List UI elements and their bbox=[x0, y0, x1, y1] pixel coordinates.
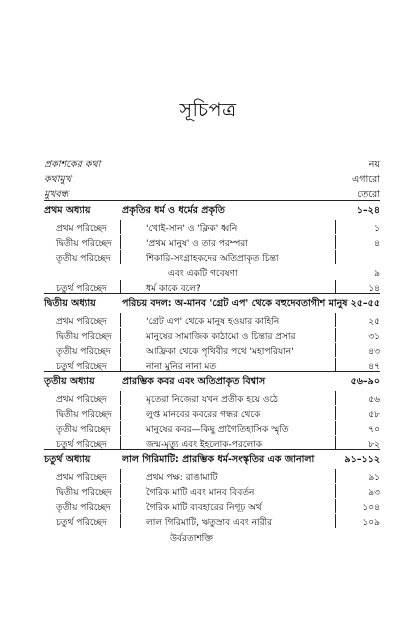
section-label: দ্বিতীয় পরিচ্ছেদ bbox=[56, 488, 112, 498]
section-title: মৃতেরা নিজেরা যখন প্রতীক হয়ে ওঠে bbox=[146, 395, 278, 405]
section-title-continued: উর্বরতাশক্তি bbox=[170, 534, 213, 544]
chapter-page-range: ৯১–১১২ bbox=[344, 454, 380, 465]
section-page: ৫৬ bbox=[368, 395, 380, 405]
front-matter-item bbox=[44, 158, 380, 173]
front-matter-item bbox=[44, 173, 380, 188]
front-matter-page: নয় bbox=[368, 159, 380, 170]
section-title: মানুষের সামাজিক কাঠামো ও চিন্তার প্রসার bbox=[146, 332, 296, 342]
divider bbox=[44, 371, 380, 372]
section-label: চতুর্থ পরিচ্ছেদ bbox=[56, 440, 107, 450]
section-title: নানা মুনির নানা মত bbox=[146, 362, 217, 372]
section-title: লাল গিরিমাটি, ঋতুস্রাব এবং নারীর bbox=[146, 518, 273, 528]
section-label: তৃতীয় পরিচ্ছেদ bbox=[56, 425, 111, 435]
section-title: জন্ম-মৃত্যু এবং ইহলোক-পরলোক bbox=[146, 440, 263, 450]
section-page: ১০৯ bbox=[362, 518, 380, 528]
section-title: শিকারি-সংগ্রাহকদের অতিপ্রাকৃত চিন্তা bbox=[146, 254, 279, 264]
section-label: দ্বিতীয় পরিচ্ছেদ bbox=[56, 410, 112, 420]
front-matter-label: মুখবন্ধ bbox=[44, 189, 69, 200]
chapter-title: লাল গিরিমাটি: প্রারম্ভিক ধর্ম-সংস্কৃতির এক জানালা bbox=[122, 454, 315, 465]
chapter-number: চতুর্থ অধ্যায় bbox=[44, 454, 91, 465]
section-title: মানুষের কবর—কিছু প্রাগৈতিহাসিক স্মৃতি bbox=[146, 425, 289, 435]
chapter-number: প্রথম অধ্যায় bbox=[44, 205, 91, 216]
chapter-page-range: ১–২৪ bbox=[356, 205, 380, 216]
section-page: ৪৭ bbox=[368, 362, 380, 372]
section-page: ১০৪ bbox=[362, 503, 380, 513]
section-title: লুপ্ত মানবের কবরের গন্ধর থেকে bbox=[146, 410, 261, 420]
section-title: প্রথম পক্ষ: রাঙামাটি bbox=[146, 473, 218, 483]
chapter-title: প্রারম্ভিক কবর এবং অতিপ্রাকৃত বিশ্বাস bbox=[122, 376, 266, 387]
section-label: চতুর্থ পরিচ্ছেদ bbox=[56, 518, 107, 528]
section-page: ৯ bbox=[374, 269, 380, 279]
section-page: ৪৩ bbox=[368, 347, 380, 357]
section-label: চতুর্থ পরিচ্ছেদ bbox=[56, 362, 107, 372]
section-page: ৩১ bbox=[368, 332, 380, 342]
section-title: ধর্ম কাকে বলে? bbox=[146, 284, 201, 294]
section-page: ৪ bbox=[374, 239, 380, 249]
section-title: 'গ্রেট এপ' থেকে মানুষ হওয়ার কাহিনি bbox=[146, 317, 280, 327]
front-matter-label: প্রকাশকের কথা bbox=[44, 159, 101, 170]
section-title: গৈরিক মাটি এবং মানব বিবর্তন bbox=[146, 488, 255, 498]
section-page: ৯৩ bbox=[368, 488, 380, 498]
section-page: ৭০ bbox=[368, 425, 380, 435]
section-page: ৮২ bbox=[368, 440, 380, 450]
page-title: সূচিপত্র bbox=[179, 99, 237, 121]
section-title: 'প্রথম মানুষ' ও তার পরম্পরা bbox=[146, 239, 248, 249]
divider bbox=[44, 449, 380, 450]
section-title: গৈরিক মাটি ব্যবহারের নিগূঢ় অর্থ bbox=[146, 503, 262, 513]
front-matter-page: তেরো bbox=[357, 189, 380, 200]
section-page: ৯১ bbox=[368, 473, 380, 483]
section-title-continued: এবং একটি গবেষণা bbox=[168, 269, 238, 279]
section-title: আফ্রিকা থেকে পৃথিবীর পথে 'মহাপরিযান' bbox=[146, 347, 294, 357]
section-label: প্রথম পরিচ্ছেদ bbox=[56, 473, 107, 483]
divider bbox=[44, 200, 380, 201]
chapter-title: পরিচয় বদল: অ-মানব 'গ্রেট এপ' থেকে বহুদেবতাগীশ মানুষ bbox=[122, 298, 348, 309]
section-label: তৃতীয় পরিচ্ছেদ bbox=[56, 503, 111, 513]
section-label: দ্বিতীয় পরিচ্ছেদ bbox=[56, 332, 112, 342]
front-matter-label: কথামুখ bbox=[44, 174, 72, 185]
chapter-number: দ্বিতীয় অধ্যায় bbox=[44, 298, 96, 309]
front-matter-page: এগারো bbox=[351, 174, 380, 185]
chapter-page-range: ২৫–৫৫ bbox=[350, 298, 380, 309]
section-label: প্রথম পরিচ্ছেদ bbox=[56, 224, 107, 234]
section-title: 'খোই-সান' ও 'ক্লিক' ধ্বনি bbox=[146, 224, 238, 234]
section-page: ৫৮ bbox=[368, 410, 380, 420]
chapter-number: তৃতীয় অধ্যায় bbox=[44, 376, 95, 387]
section-label: চতুর্থ পরিচ্ছেদ bbox=[56, 284, 107, 294]
chapter-page-range: ৫৬–৯০ bbox=[350, 376, 380, 387]
section-page: ২৫ bbox=[368, 317, 380, 327]
section-label: প্রথম পরিচ্ছেদ bbox=[56, 395, 107, 405]
section-page: ১৪ bbox=[368, 284, 380, 294]
section-label: তৃতীয় পরিচ্ছেদ bbox=[56, 254, 111, 264]
divider bbox=[44, 293, 380, 294]
chapter-title: প্রকৃতির ধর্ম ও ধর্মের প্রকৃতি bbox=[122, 205, 225, 216]
section-label: দ্বিতীয় পরিচ্ছেদ bbox=[56, 239, 112, 249]
section-label: প্রথম পরিচ্ছেদ bbox=[56, 317, 107, 327]
section-page: ১ bbox=[374, 224, 380, 234]
section-label: তৃতীয় পরিচ্ছেদ bbox=[56, 347, 111, 357]
